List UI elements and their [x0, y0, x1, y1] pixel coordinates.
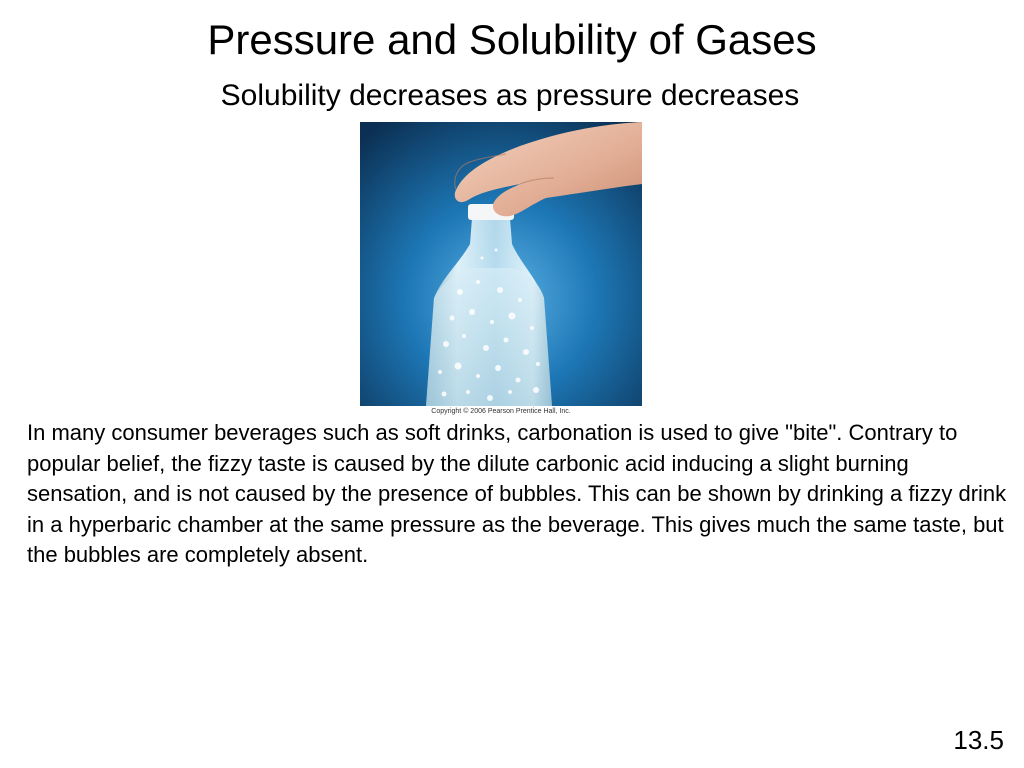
- photo-credit: Copyright © 2006 Pearson Prentice Hall, Inc.: [431, 408, 571, 415]
- slide-number: 13.5: [953, 725, 1004, 755]
- carbonated-water-bottle-photo: [360, 122, 642, 406]
- slide-title: Pressure and Solubility of Gases: [207, 16, 817, 63]
- body-paragraph: In many consumer beverages such as soft drinks, carbonation is used to give "bite". Contrary to popular belief, the fizzy taste is caused by the dilute carbonic acid inducing a slight burning sensation, and is not caused by the presence of bubbles. This can be shown by drinking a fizzy drink in a hyperbaric chamber at the same pressure as the beverage. This gives much the same taste, but the bubbles are completely absent.: [27, 420, 1007, 567]
- slide-subtitle: Solubility decreases as pressure decreases: [220, 79, 800, 112]
